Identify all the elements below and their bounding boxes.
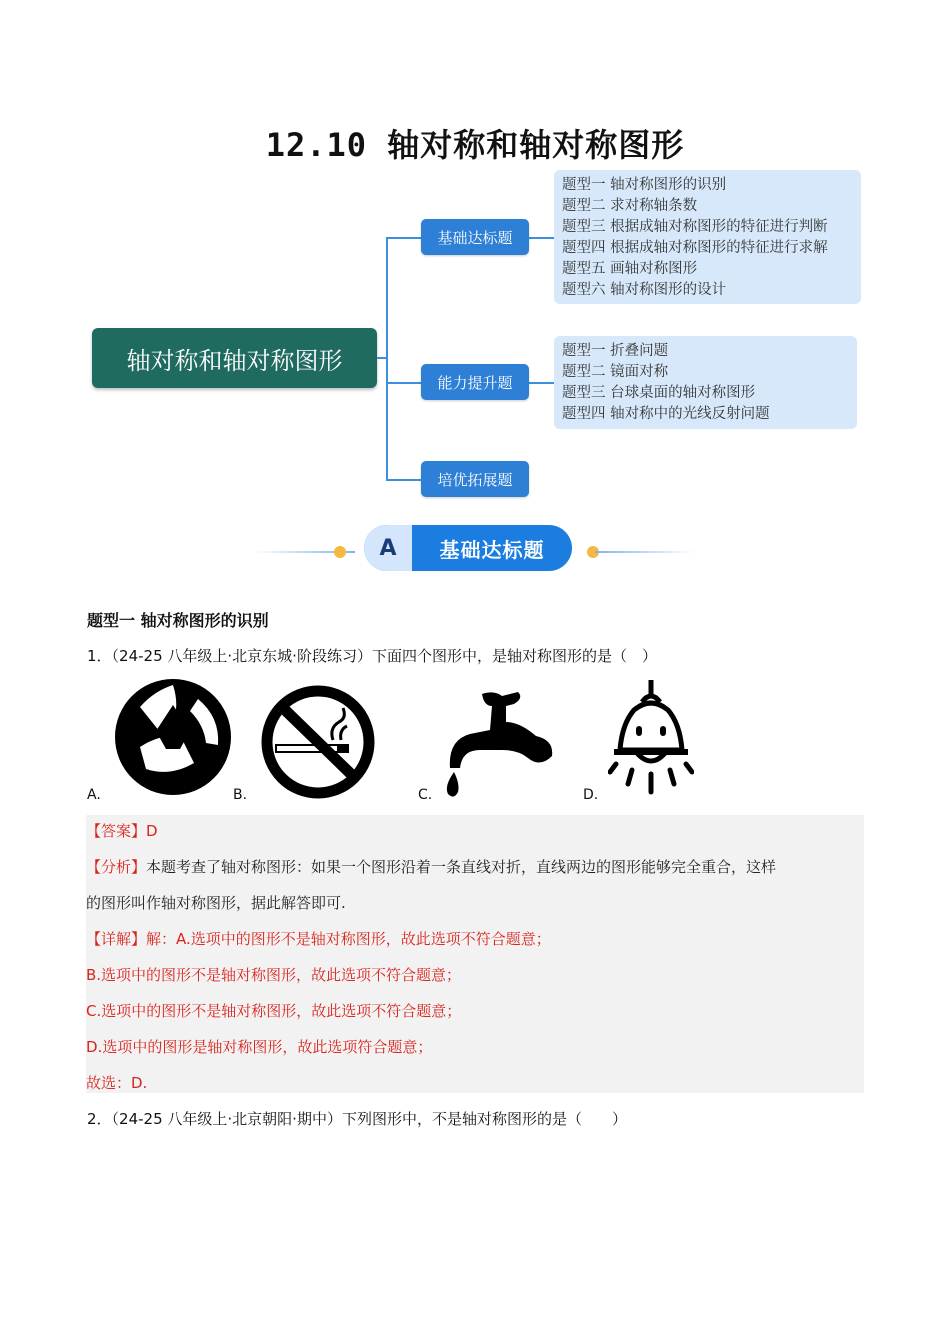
leaf-list-basic xyxy=(554,170,861,304)
analysis-line-2: 的图形叫作轴对称图形，据此解答即可. xyxy=(86,894,346,912)
detail-line-4: D.选项中的图形是轴对称图形，故此选项符合题意； xyxy=(86,1038,433,1056)
leaf-item: 题型四 根据成轴对称图形的特征进行求解 xyxy=(562,240,828,256)
question-2 xyxy=(87,1108,627,1129)
page-title: 12.10 轴对称和轴对称图形 xyxy=(265,126,685,164)
connector-trunk xyxy=(386,237,388,480)
question-text: （24-25 八年级上·北京东城·阶段练习）下面四个图形中，是轴对称图形的是（ ） xyxy=(111,647,657,665)
mindmap-root: 轴对称和轴对称图形 xyxy=(92,328,377,388)
leaf-list-advanced xyxy=(554,336,857,429)
banner-dot-left xyxy=(334,546,346,558)
option-b-label: B. xyxy=(233,787,248,803)
banner-pill xyxy=(364,525,572,571)
option-a-label: A. xyxy=(87,787,101,803)
answer-value: D xyxy=(146,822,158,840)
answer-line xyxy=(86,820,158,841)
detail-text-1: 解：A.选项中的图形不是轴对称图形，故此选项不符合题意； xyxy=(146,930,551,948)
detail-tag: 【详解】 xyxy=(86,930,147,948)
faucet-icon xyxy=(440,688,556,800)
mindmap xyxy=(0,0,950,510)
question-number: 2． xyxy=(87,1110,112,1128)
answer-tag: 【答案】 xyxy=(86,822,147,840)
leaf-item: 题型二 镜面对称 xyxy=(562,364,669,380)
recycle-triangle-icon xyxy=(110,677,236,795)
detail-line-2: B.选项中的图形不是轴对称图形，故此选项不符合题意； xyxy=(86,966,462,984)
detail-line-1 xyxy=(86,928,551,949)
banner-letter: A xyxy=(364,525,412,571)
connector-branch-1 xyxy=(386,237,421,239)
analysis-tag: 【分析】 xyxy=(86,858,147,876)
leaf-item: 题型四 轴对称中的光线反射问题 xyxy=(562,406,770,422)
option-c-label: C. xyxy=(418,787,433,803)
connector-leaf-1 xyxy=(529,237,554,239)
no-smoking-icon xyxy=(259,684,377,800)
connector-branch-3 xyxy=(386,479,421,481)
conclusion-line: 故选：D. xyxy=(86,1074,148,1092)
leaf-item: 题型五 画轴对称图形 xyxy=(562,261,698,277)
connector-leaf-2 xyxy=(529,382,554,384)
leaf-item: 题型一 轴对称图形的识别 xyxy=(562,177,727,193)
detail-line-3: C.选项中的图形不是轴对称图形，故此选项不符合题意； xyxy=(86,1002,462,1020)
banner-line-right xyxy=(595,550,695,554)
analysis-text-1: 本题考查了轴对称图形：如果一个图形沿着一条直线对折，直线两边的图形能够完全重合，这样 xyxy=(146,858,777,876)
branch-basic: 基础达标题 xyxy=(421,219,529,255)
leaf-item: 题型三 根据成轴对称图形的特征进行判断 xyxy=(562,219,828,235)
option-d-label: D. xyxy=(583,787,599,803)
question-1 xyxy=(87,645,657,666)
answer-box xyxy=(86,815,864,1093)
connector-branch-2 xyxy=(386,382,421,384)
leaf-item: 题型三 台球桌面的轴对称图形 xyxy=(562,385,756,401)
question-text: （24-25 八年级上·北京朝阳·期中）下列图形中，不是轴对称图形的是（ ） xyxy=(111,1110,627,1128)
analysis-line-1 xyxy=(86,856,776,877)
banner-title: 基础达标题 xyxy=(439,537,545,562)
question-number: 1． xyxy=(87,647,112,665)
section-heading: 题型一 轴对称图形的识别 xyxy=(87,611,269,630)
smiling-lamp-icon xyxy=(608,680,694,800)
leaf-item: 题型一 折叠问题 xyxy=(562,343,669,359)
leaf-item: 题型二 求对称轴条数 xyxy=(562,198,698,214)
leaf-item: 题型六 轴对称图形的设计 xyxy=(562,282,727,298)
branch-extension: 培优拓展题 xyxy=(421,461,529,497)
branch-advanced: 能力提升题 xyxy=(421,364,529,400)
